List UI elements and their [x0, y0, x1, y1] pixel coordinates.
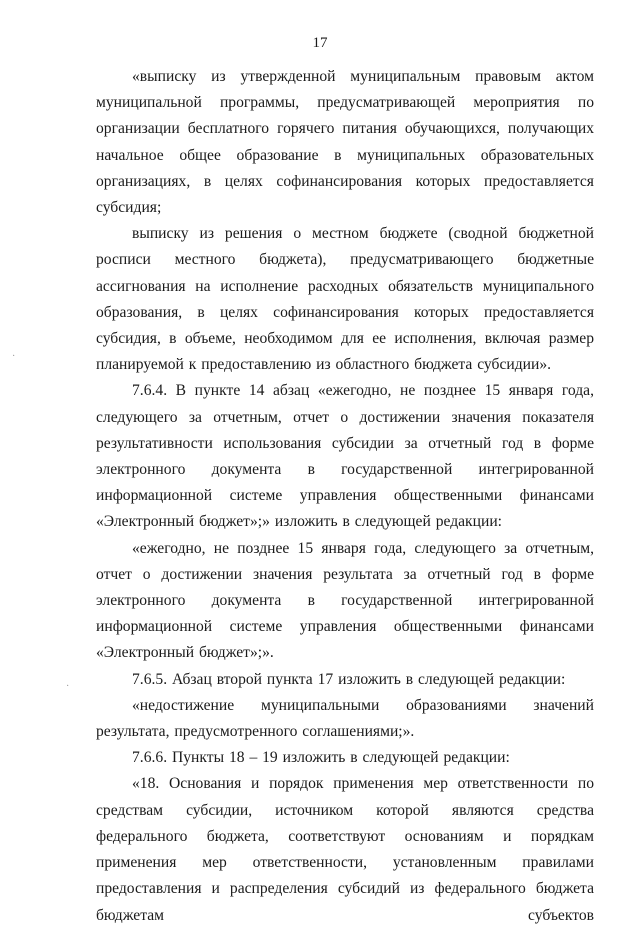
- paragraph-1: «выписку из утвержденной муниципальным правовым актом муниципальной программы, предусматривающей мероприятия по организации бесплатного горячего питания обучающихся, получающих начальное общее образование в муниципальных образовательных организациях, в целях софинансирования которых предоставляется субсидия;: [96, 68, 594, 217]
- paragraph-8: «18. Основания и порядок применения мер ответственности по средствам субсидии, источником которой являются средства федерального бюджета, соответствуют основаниям и порядкам применения мер ответственности, установленным правилами предоставления и распределения субсидий из федерального бюджета бюджетам субъектов: [96, 775, 594, 924]
- document-body: [96, 64, 594, 929]
- paragraph-3: 7.6.4. В пункте 14 абзац «ежегодно, не позднее 15 января года, следующего за отчетным, отчет о достижении значения показателя результативности использования субсидии за отчетный год в форме электронного документа в государственной интегрированной информационной системе управления общественными финансами «Электронный бюджет»;» изложить в следующей редакции:: [96, 382, 594, 531]
- paragraph-5: 7.6.5. Абзац второй пункта 17 изложить в следующей редакции:: [132, 670, 566, 688]
- paragraph-6: «недостижение муниципальными образованиями значений результата, предусмотренного соглашениями;».: [96, 696, 594, 741]
- scan-mark: ·: [12, 351, 16, 362]
- paragraph-4: «ежегодно, не позднее 15 января года, следующего за отчетным, отчет о достижении значения результата за отчетный год в форме электронного документа в государственной интегрированной информационной системе управления общественными финансами «Электронный бюджет»;».: [96, 539, 594, 662]
- page-number: 17: [312, 35, 328, 51]
- paragraph-2: выписку из решения о местном бюджете (сводной бюджетной росписи местного бюджета), предусматривающего бюджетные ассигнования на исполнение расходных обязательств муниципального образования, в целях софинансирования которых предоставляется субсидия, в объеме, необходимом для ее исполнения, включая размер планируемой к предоставлению из областного бюджета субсидии».: [96, 225, 594, 374]
- paragraph-7: 7.6.6. Пункты 18 – 19 изложить в следующей редакции:: [132, 749, 510, 767]
- scan-mark: ·: [66, 681, 70, 692]
